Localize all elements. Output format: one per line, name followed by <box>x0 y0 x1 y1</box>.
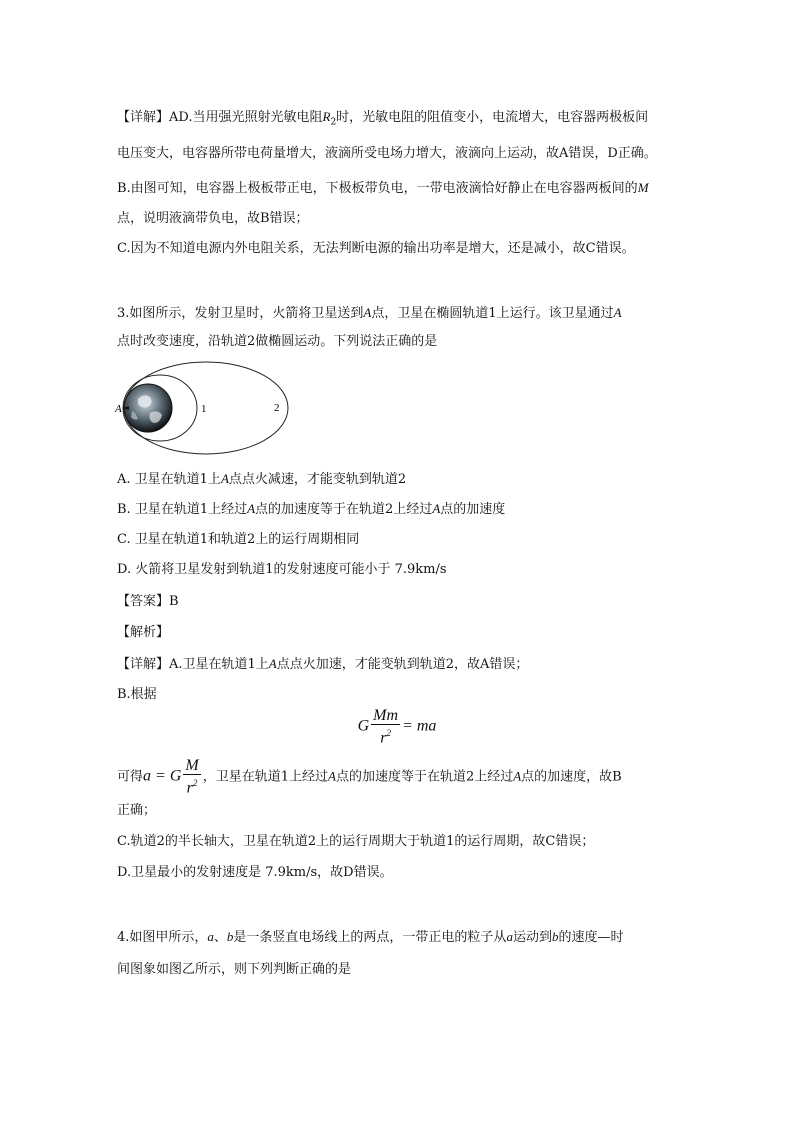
point-a-small: a <box>506 929 513 944</box>
text: B.由图可知，电容器上极板带正电，下极板带负电，一带电液滴恰好静止在电容器两板间的 <box>117 181 638 196</box>
label-orbit-2: 2 <box>274 402 280 414</box>
equation-gravity <box>0 708 794 746</box>
point-a: A <box>220 471 229 486</box>
text: B. 卫星在轨道1上经过 <box>117 502 248 517</box>
point-a: A <box>247 501 256 516</box>
den-r: r <box>380 729 387 747</box>
point-b-small: b <box>226 929 234 944</box>
fraction <box>371 708 400 746</box>
text: A. 卫星在轨道1上 <box>117 472 221 487</box>
question-3-line-2: 点时改变速度，沿轨道2做椭圆运动。下列说法正确的是 <box>117 334 438 349</box>
question-4-line-1 <box>117 928 623 947</box>
numerator: Mm <box>373 707 399 724</box>
text: 【详解】AD.当用强光照射光敏电阻 <box>117 110 323 125</box>
detail-q3-d: D.卫星最小的发射速度是 7.9km/s，故D错误。 <box>117 865 393 880</box>
text: 4.如图甲所示， <box>117 930 208 945</box>
point-m: M <box>637 180 649 195</box>
detail-q3-acceleration <box>117 758 622 796</box>
option-c: C. 卫星在轨道1和轨道2上的运行周期相同 <box>117 532 360 547</box>
resistor-symbol: R <box>322 109 331 124</box>
detail-line-c: C.因为不知道电源内外电阻关系，无法判断电源的输出功率是增大，还是减小，故C错误。 <box>117 241 635 256</box>
text: 点的加速度，故B <box>521 769 622 785</box>
detail-q3-c: C.轨道2的半长轴大，卫星在轨道2上的运行周期大于轨道1的运行周期，故C错误； <box>117 834 595 849</box>
detail-q3-b-basis: B.根据 <box>117 687 157 702</box>
option-d: D. 火箭将卫星发射到轨道1的发射速度可能小于 7.9km/s <box>117 562 447 577</box>
text: 【详解】A.卫星在轨道1上 <box>117 657 269 672</box>
fraction <box>183 758 200 796</box>
text: 时，光敏电阻的阻值变小，电流增大，电容器两极板间 <box>336 110 649 125</box>
option-b <box>117 500 505 519</box>
point-a: A <box>613 305 622 320</box>
eq-lhs: a = G <box>143 767 182 785</box>
answer: 【答案】B <box>117 594 179 609</box>
point-b-small: b <box>551 929 559 944</box>
eq-rhs: = ma <box>402 717 437 735</box>
denominator: $r^2$ <box>380 728 391 747</box>
label-orbit-1: 1 <box>201 403 207 415</box>
text: 3.如图所示，发射卫星时，火箭将卫星送到 <box>117 306 364 321</box>
detail-q3-a <box>117 655 528 674</box>
text: 可得 <box>117 769 144 785</box>
eq-symbol: G <box>357 717 370 735</box>
question-4-line-2: 间图象如图乙所示，则下列判断正确的是 <box>117 962 352 977</box>
orbit-diagram <box>110 355 300 460</box>
point-a: A <box>432 501 441 516</box>
detail-line-2: 电压变大，电容器所带电荷量增大，液滴所受电场力增大，液滴向上运动，故A错误，D正确。 <box>117 146 657 161</box>
text: 、 <box>213 930 227 945</box>
point-a: A <box>327 768 336 784</box>
earth-icon <box>124 384 172 432</box>
numerator: M <box>185 757 199 774</box>
text: 点点火减速，才能变轨到轨道2 <box>228 472 407 487</box>
detail-line-4: 点，说明液滴带负电，故B错误； <box>117 211 309 226</box>
point-a: A <box>363 305 372 320</box>
denominator: $r^2$ <box>186 778 198 797</box>
text: 点的加速度等于在轨道2上经过 <box>255 502 433 517</box>
point-a: A <box>513 768 522 784</box>
point-a: A <box>268 656 277 671</box>
text: 的速度—时 <box>558 930 624 945</box>
detail-line-b <box>117 179 649 198</box>
text: 是一条竖直电场线上的两点，一带正电的粒子从 <box>233 930 507 945</box>
text: 点，卫星在椭圆轨道1上运行。该卫星通过 <box>371 306 614 321</box>
point-a-small: a <box>207 929 214 944</box>
detail-line-ad <box>117 108 648 132</box>
label-a: A <box>115 403 122 415</box>
detail-q3-correct: 正确； <box>117 803 157 818</box>
den-r: r <box>186 779 193 797</box>
text: 点的加速度等于在轨道2上经过 <box>335 769 514 785</box>
text: 点点火加速，才能变轨到轨道2，故A错误； <box>276 657 529 672</box>
resistor-subscript: 2 <box>330 117 337 128</box>
question-3-line-1 <box>117 304 622 323</box>
text: ，卫星在轨道1上经过 <box>202 769 328 785</box>
text: 点的加速度 <box>440 502 506 517</box>
option-a <box>117 470 406 489</box>
text: 运动到 <box>512 930 552 945</box>
analysis-heading: 【解析】 <box>117 625 170 640</box>
